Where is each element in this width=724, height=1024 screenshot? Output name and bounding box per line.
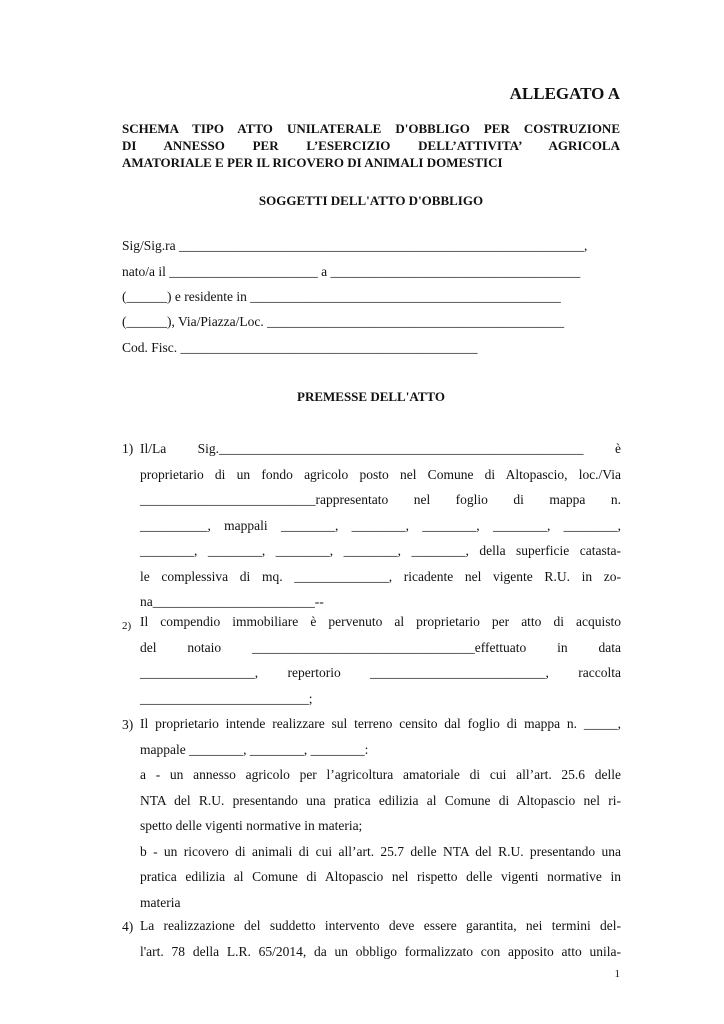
premise-line: a - un annesso agricolo per l’agricoltura amatoriale di cui all’art. 25.6 delle	[140, 767, 621, 782]
premise-number: 3)	[122, 717, 134, 732]
premise-line: La realizzazione del suddetto intervento deve essere garantita, nei termini del-	[140, 918, 621, 933]
premise-line: Il proprietario intende realizzare sul terreno censito dal foglio di mappa n. _____,	[140, 716, 621, 731]
title-line: DI ANNESSO PER L’ESERCIZIO DELL’ATTIVITA’ AGRICOLA	[122, 138, 620, 153]
title-line: SCHEMA TIPO ATTO UNILATERALE D'OBBLIGO PER COSTRUZIONE	[122, 121, 620, 136]
premise-line: le complessiva di mq. ______________, ricadente nel vigente R.U. in zo-	[140, 568, 621, 584]
premises-section-title: PREMESSE DELL'ATTO	[297, 389, 445, 404]
subject-residence-field: (______) e residente in ______________________________________________	[122, 289, 561, 304]
premise-line: del notaio _________________________________effettuato in data	[140, 639, 621, 655]
premise-line: Il/La Sig.______________________________________________________ è	[140, 441, 621, 456]
premise-item-2	[140, 609, 621, 711]
premise-line: Il compendio immobiliare è pervenuto al proprietario per atto di acquisto	[140, 614, 621, 629]
premise-number: 1)	[122, 441, 134, 456]
document-title	[122, 120, 620, 171]
annex-label: ALLEGATO A	[509, 84, 620, 103]
page-number: 1	[614, 968, 620, 980]
premise-line: __________, mappali ________, ________, ________, ________, ________,	[140, 517, 621, 533]
subject-name-field: Sig/Sig.ra ____________________________________________________________,	[122, 238, 588, 253]
premise-line: proprietario di un fondo agricolo posto nel Comune di Altopascio, loc./Via	[140, 466, 621, 482]
premise-line: l'art. 78 della L.R. 65/2014, da un obbligo formalizzato con apposito atto unila-	[140, 943, 621, 959]
title-line: AMATORIALE E PER IL RICOVERO DI ANIMALI DOMESTICI	[122, 155, 503, 170]
subject-address-field: (______), Via/Piazza/Loc. ____________________________________________	[122, 314, 565, 329]
premise-line: __________________________rappresentato nel foglio di mappa n.	[140, 492, 621, 507]
premise-item-1	[140, 436, 621, 615]
premise-line: spetto delle vigenti normative in materia;	[140, 818, 363, 833]
premise-item-4	[140, 913, 621, 964]
premise-line: mappale ________, ________, ________:	[140, 741, 369, 757]
premise-line: _________________________;	[140, 690, 313, 706]
premise-number: 4)	[122, 919, 134, 934]
subject-birth-field: nato/a il ______________________ a _____________________________________	[122, 264, 581, 279]
premise-line: materia	[140, 894, 181, 910]
premise-line: NTA del R.U. presentando una pratica edilizia al Comune di Altopascio nel ri-	[140, 792, 621, 808]
subject-tax-code-field: Cod. Fisc. ____________________________________________	[122, 340, 478, 355]
premise-item-3	[140, 711, 621, 915]
subjects-section-title: SOGGETTI DELL'ATTO D'OBBLIGO	[258, 193, 484, 208]
premise-line: na________________________--	[140, 594, 324, 609]
premise-number: 2)	[122, 620, 132, 632]
premise-line: pratica edilizia al Comune di Altopascio nel rispetto delle vigenti normative in	[140, 869, 621, 884]
premise-line: ________, ________, ________, ________, ________, della superficie catasta-	[140, 543, 621, 558]
premise-line: _________________, repertorio __________________________, raccolta	[140, 665, 621, 680]
premise-line: b - un ricovero di animali di cui all’art. 25.7 delle NTA del R.U. presentando una	[140, 843, 621, 859]
